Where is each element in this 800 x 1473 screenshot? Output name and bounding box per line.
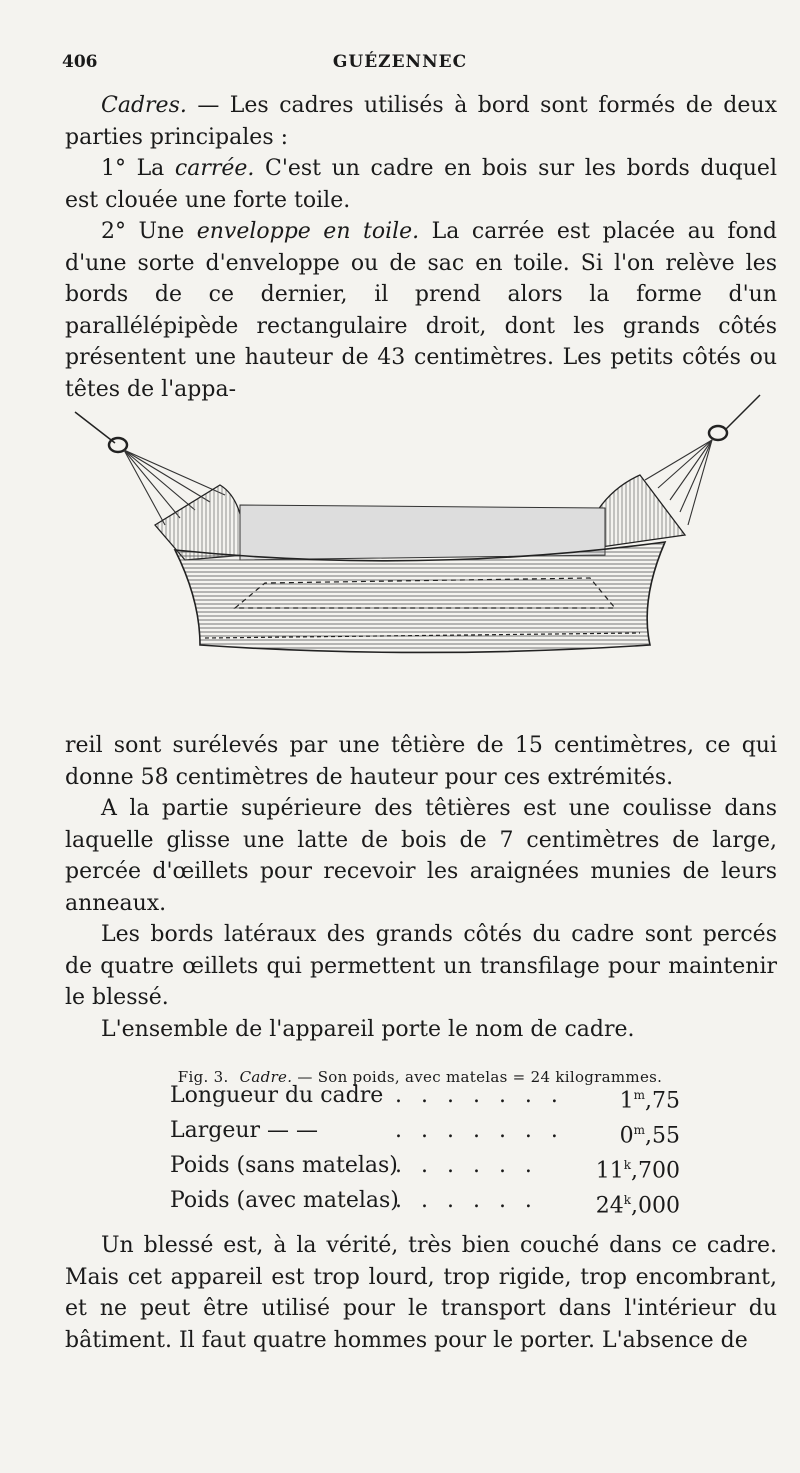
spec-row [170, 1078, 730, 1113]
spec-value: 11$^k$,700 [595, 1158, 680, 1184]
paragraph-lead-italic: enveloppe en toile. [196, 219, 420, 244]
spec-table [170, 1078, 730, 1218]
leader-dots: . . . . . . . [395, 1083, 564, 1108]
page-header [62, 52, 738, 78]
paragraph: Un blessé est, à la vérité, très bien couché dans ce cadre. Mais cet appareil est trop lourd, trop rigide, trop encombrant, et ne peut être utilisé pour le transport dans l'intérieur du bâtiment. Il faut quatre hommes pour le porter. L'absence de [65, 1233, 777, 1353]
spec-label: Largeur — — [170, 1118, 319, 1143]
text-block-bottom [65, 1230, 777, 1356]
spec-value: 0$^m$,55 [619, 1123, 680, 1149]
text-block-top [65, 90, 777, 405]
paragraph-text: C'est un cadre en bois sur les bords duquel est clouée une forte toile. [65, 156, 777, 213]
paragraph-lead: 2° Une [101, 219, 197, 244]
running-head: GUÉZENNEC [332, 52, 468, 72]
page-number: 406 [62, 52, 98, 72]
leader-dots: . . . . . . [395, 1188, 538, 1213]
caption-lead: Fig. 3. [177, 1068, 229, 1086]
cadre-illustration [60, 390, 780, 675]
spec-value: 24$^k$,000 [595, 1193, 680, 1219]
paragraph: L'ensemble de l'appareil porte le nom de cadre. [101, 1016, 635, 1042]
paragraph: Les bords latéraux des grands côtés du cadre sont percés de quatre œillets qui permettent un transfilage pour maintenir le blessé. [65, 922, 777, 1010]
suspension-line-left [75, 412, 115, 443]
paragraph-text: La carrée est placée au fond d'une sorte d'enveloppe ou de sac en toile. Si l'on relève les bords de ce dernier, il prend alors la forme d'un parallélépipède rectangulaire droit, dont les grands côtés présentent une hauteur de 43 centimètres. Les petits côtés ou têtes de l'appa- [65, 219, 778, 402]
spec-label: Longueur du cadre [170, 1083, 384, 1108]
leader-dots: . . . . . . [395, 1153, 538, 1178]
frame-body [175, 542, 665, 653]
spec-row [170, 1113, 730, 1148]
spec-value: 1$^m$,75 [619, 1088, 680, 1114]
paragraph [65, 216, 777, 405]
paragraph: A la partie supérieure des têtières est une coulisse dans laquelle glisse une latte de bois de 7 centimètres de large, percée d'œillets pour recevoir les araignées munies de leurs anneaux. [65, 796, 777, 916]
spec-label: Poids (avec matelas) [170, 1188, 399, 1213]
spec-label: Poids (sans matelas) [170, 1153, 398, 1178]
paragraph-lead-italic: carrée. [174, 156, 255, 181]
spec-row [170, 1183, 730, 1218]
paragraph-lead: Cadres. [101, 93, 187, 118]
leader-dots: . . . . . . . [395, 1118, 564, 1143]
ring-right [709, 426, 727, 440]
paragraph [65, 90, 777, 153]
paragraph-lead: 1° La [101, 156, 175, 181]
text-block-middle [65, 730, 777, 1045]
spec-row [170, 1148, 730, 1183]
paragraph [65, 153, 777, 216]
caption-title: Cadre. [239, 1068, 293, 1086]
inner-canvas [240, 505, 605, 560]
caption-text: — Son poids, avec matelas = 24 kilogrammes. [297, 1068, 663, 1086]
paragraph-text: — Les cadres utilisés à bord sont formés de deux parties principales : [65, 93, 777, 150]
paragraph: reil sont surélevés par une têtière de 15 centimètres, ce qui donne 58 centimètres de hauteur pour ces extrémités. [65, 733, 777, 790]
suspension-line-right [725, 395, 760, 430]
